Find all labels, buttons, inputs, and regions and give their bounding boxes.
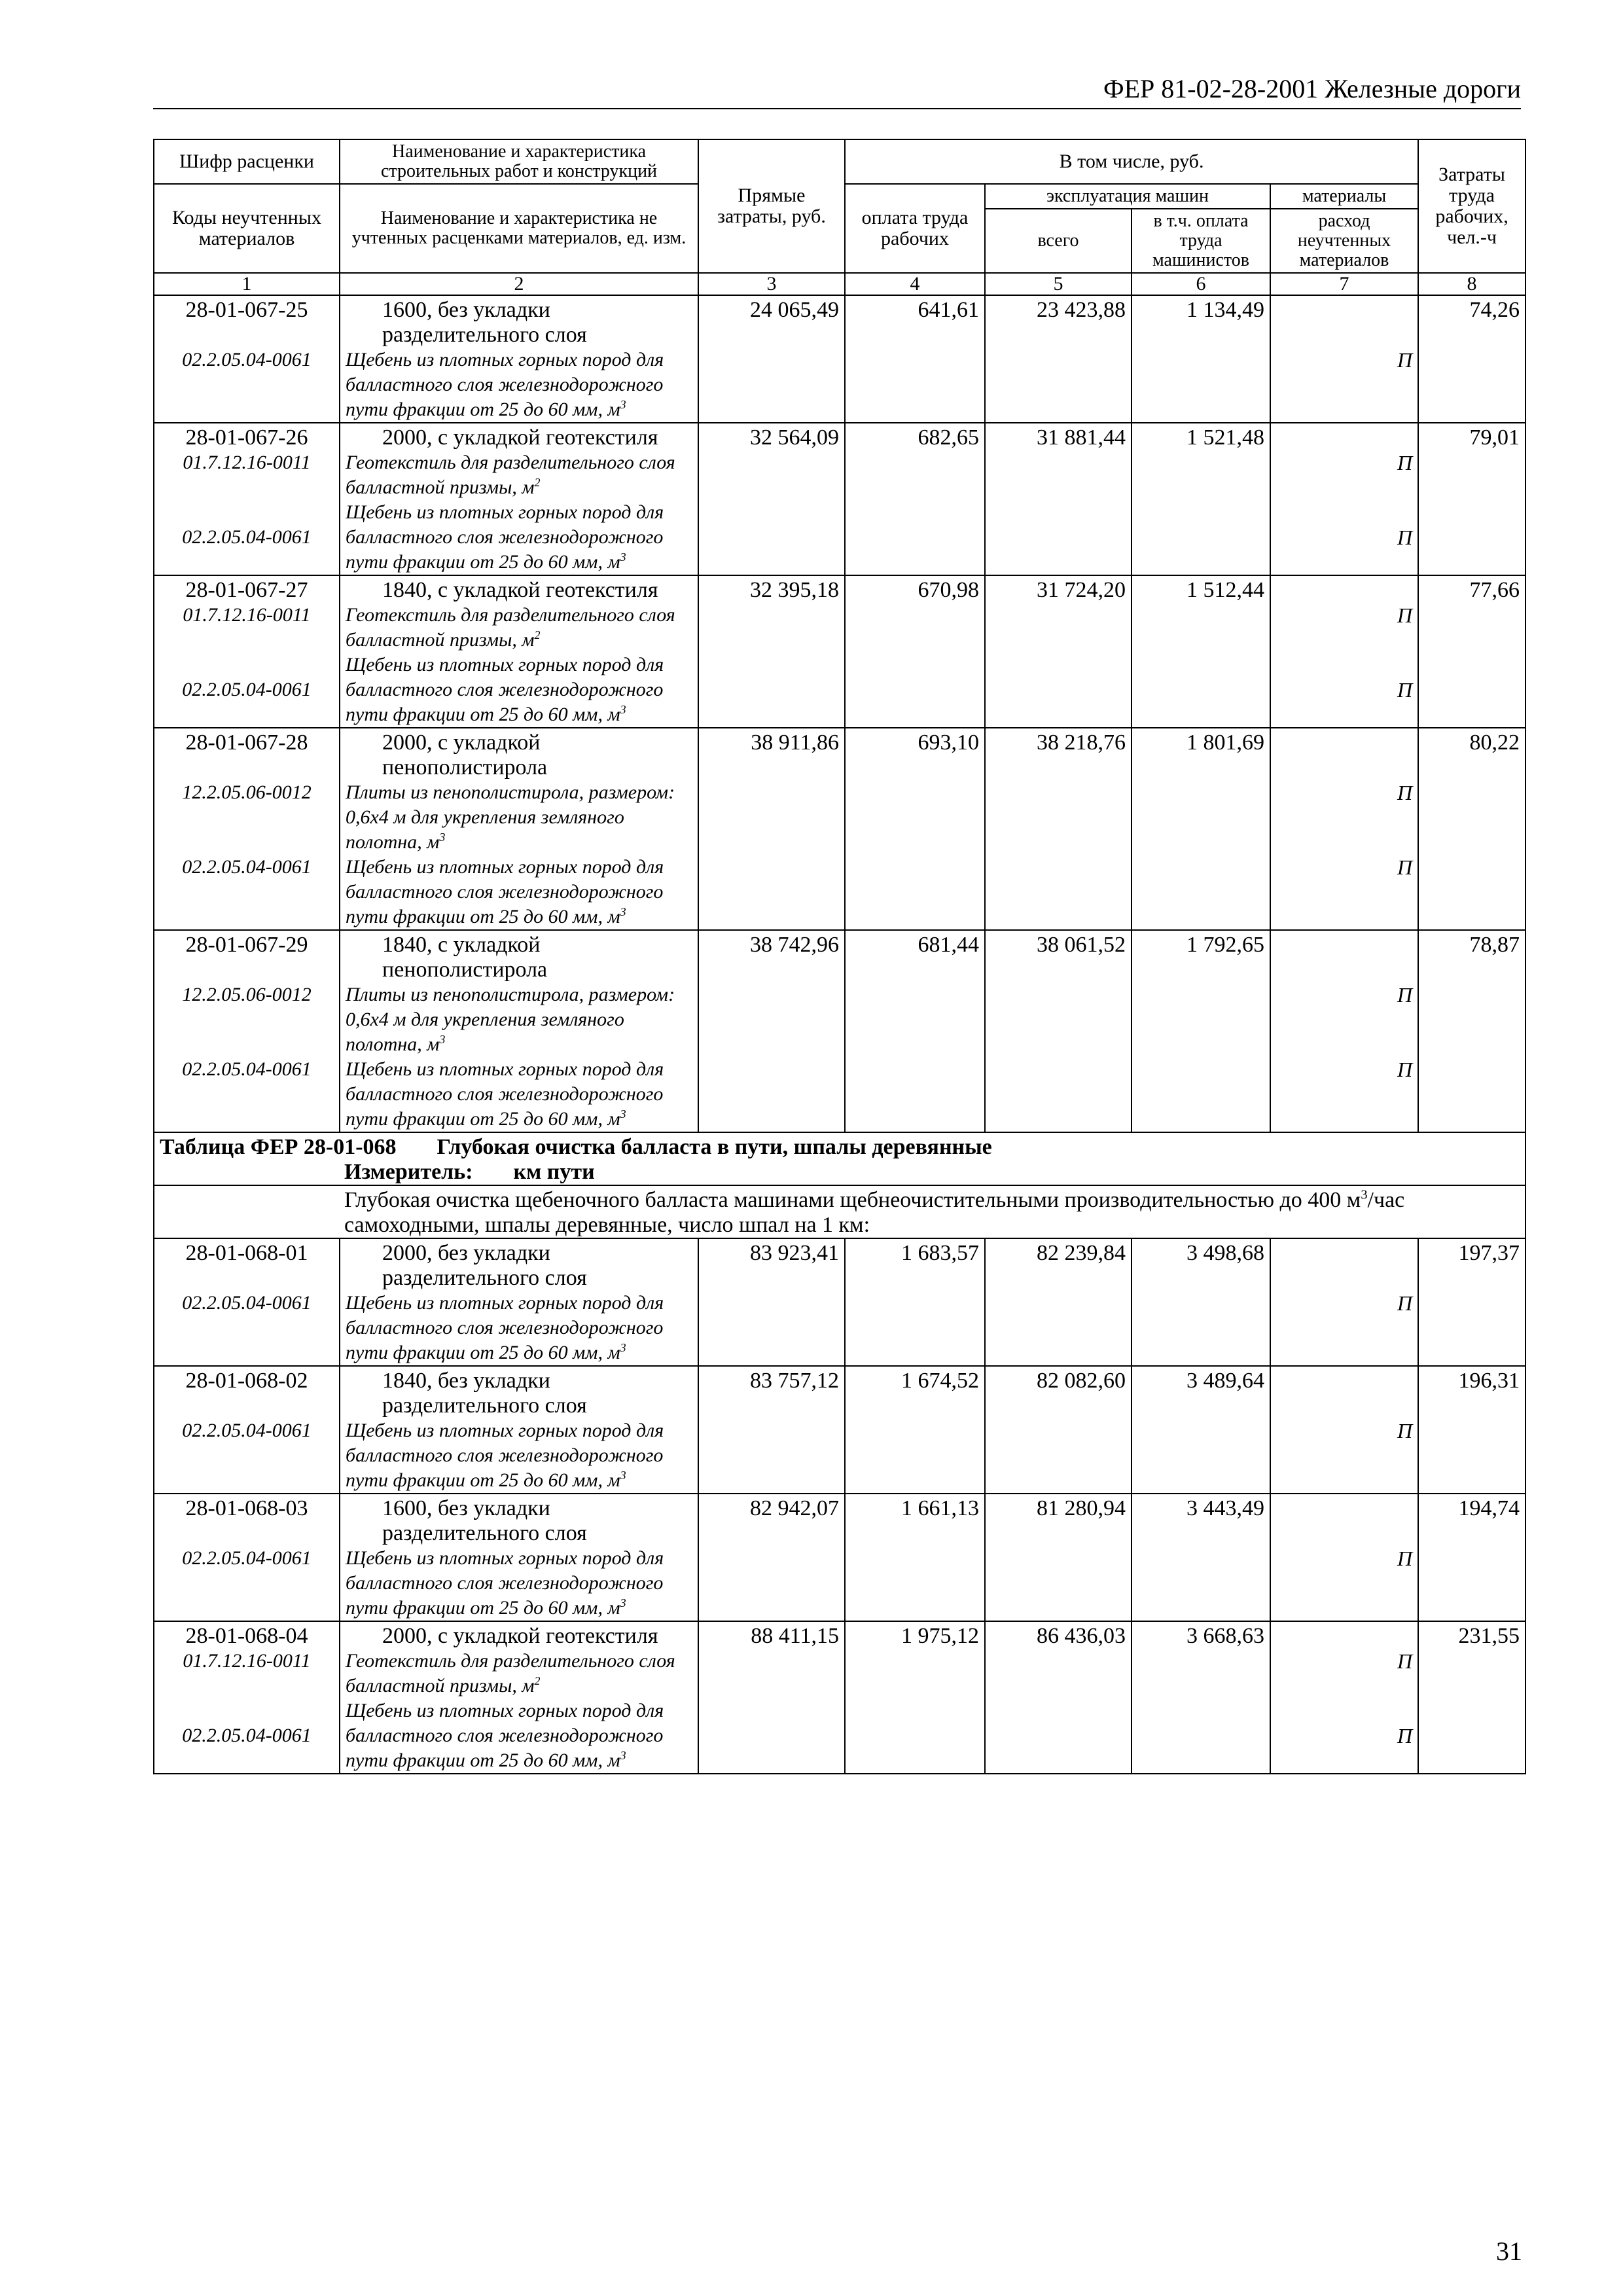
col-header-name: Наименование и характеристика строительных работ и конструкций — [340, 139, 698, 184]
machinist-wages: 3 443,49 — [1132, 1494, 1270, 1621]
direct-costs: 32 395,18 — [698, 575, 845, 728]
col-header-material-consumption: расход неучтенных материалов — [1270, 209, 1418, 273]
col-header-machines-total: всего — [985, 209, 1132, 273]
rate-row — [154, 1366, 1525, 1494]
rate-row — [154, 930, 1525, 1132]
machines-total: 31 881,44 — [985, 423, 1132, 575]
worker-wages: 641,61 — [845, 295, 985, 423]
machinist-wages: 3 668,63 — [1132, 1621, 1270, 1774]
material-unit-exponent: 3 — [620, 550, 626, 564]
column-number: 1 — [154, 273, 340, 295]
column-number: 6 — [1132, 273, 1270, 295]
spacer — [160, 323, 334, 348]
worker-wages: 1 661,13 — [845, 1494, 985, 1621]
material-name — [346, 982, 692, 1057]
rate-name-cell — [340, 1621, 698, 1774]
spacer — [160, 1521, 334, 1546]
labor-costs: 194,74 — [1418, 1494, 1525, 1621]
material-name — [346, 348, 692, 422]
material-code: 01.7.12.16-0011 — [183, 604, 311, 626]
material-name-text: Щебень из плотных горных пород для балластного слоя железнодорожного пути фракции от 25 до 60 мм, м — [346, 501, 664, 573]
material-mark: П — [1397, 1547, 1413, 1570]
rate-name: 1600, без укладки разделительного слоя — [382, 298, 587, 347]
material-name-text: Геотекстиль для разделительного слоя балластной призмы, м — [346, 604, 675, 651]
column-number: 4 — [845, 273, 985, 295]
spacer — [1276, 1698, 1412, 1723]
section-description-row — [154, 1185, 1525, 1238]
machinist-wages: 1 792,65 — [1132, 930, 1270, 1132]
spacer — [1276, 298, 1412, 323]
col-header-materials: материалы — [1270, 184, 1418, 209]
rate-code: 28-01-067-27 — [185, 578, 308, 602]
spacer — [1276, 730, 1412, 755]
material-code: 02.2.05.04-0061 — [182, 1547, 312, 1569]
material-name — [346, 1418, 692, 1493]
direct-costs: 32 564,09 — [698, 423, 845, 575]
section-meter — [160, 1160, 1520, 1185]
rate-code: 28-01-067-25 — [185, 298, 308, 322]
worker-wages: 1 975,12 — [845, 1621, 985, 1774]
material-name-text: Геотекстиль для разделительного слоя балластной призмы, м — [346, 1650, 675, 1696]
rate-code: 28-01-067-26 — [185, 425, 308, 450]
rate-code-cell — [154, 1494, 340, 1621]
rate-name: 2000, с укладкой пенополистирола — [382, 730, 548, 780]
material-mark: П — [1397, 1291, 1413, 1315]
material-name-text: Щебень из плотных горных пород для балластного слоя железнодорожного пути фракции от 25 до 60 мм, м — [346, 654, 664, 725]
col-header-including: В том числе, руб. — [845, 139, 1418, 184]
material-mark: П — [1397, 603, 1413, 627]
spacer — [160, 958, 334, 982]
spacer — [1276, 1624, 1412, 1649]
spacer — [160, 830, 334, 855]
rate-name-cell — [340, 295, 698, 423]
col-header-wages: оплата труда рабочих — [845, 184, 985, 273]
column-numbers-row — [154, 273, 1525, 295]
column-number: 5 — [985, 273, 1132, 295]
material-unit-exponent: 3 — [620, 905, 626, 918]
material-marks-cell — [1270, 1621, 1418, 1774]
direct-costs: 83 923,41 — [698, 1238, 845, 1366]
material-mark: П — [1397, 348, 1413, 372]
worker-wages: 670,98 — [845, 575, 985, 728]
description-exponent: 3 — [1361, 1187, 1368, 1202]
spacer — [160, 1393, 334, 1418]
rate-code: 28-01-068-02 — [185, 1369, 308, 1393]
material-mark: П — [1397, 1724, 1413, 1748]
rate-name: 2000, с укладкой геотекстиля — [382, 1624, 658, 1648]
spacer — [1276, 1393, 1412, 1418]
material-name — [346, 603, 692, 653]
labor-costs: 79,01 — [1418, 423, 1525, 575]
spacer — [160, 653, 334, 677]
material-code: 02.2.05.04-0061 — [182, 1725, 312, 1746]
meter-value: км пути — [513, 1160, 595, 1184]
material-name — [346, 1649, 692, 1698]
rate-code: 28-01-067-28 — [185, 730, 308, 755]
material-name-text: Щебень из плотных горных пород для балластного слоя железнодорожного пути фракции от 25 до 60 мм, м — [346, 1700, 664, 1771]
material-code: 12.2.05.06-0012 — [182, 984, 312, 1005]
material-name-text: Щебень из плотных горных пород для балластного слоя железнодорожного пути фракции от 25 до 60 мм, м — [346, 349, 664, 420]
spacer — [160, 475, 334, 500]
spacer — [1276, 1521, 1412, 1546]
section-title-row — [154, 1132, 1525, 1185]
material-unit-exponent: 2 — [534, 628, 541, 641]
worker-wages: 682,65 — [845, 423, 985, 575]
spacer — [160, 1007, 334, 1032]
worker-wages: 1 683,57 — [845, 1238, 985, 1366]
material-name — [346, 1546, 692, 1621]
material-code: 02.2.05.04-0061 — [182, 349, 312, 370]
page-number: 31 — [1496, 2236, 1522, 2266]
direct-costs: 38 911,86 — [698, 728, 845, 930]
spacer — [160, 1674, 334, 1698]
rate-code-cell — [154, 1238, 340, 1366]
material-mark: П — [1397, 983, 1413, 1007]
material-mark: П — [1397, 1419, 1413, 1443]
material-marks-cell — [1270, 295, 1418, 423]
machines-total: 38 218,76 — [985, 728, 1132, 930]
machines-total: 82 239,84 — [985, 1238, 1132, 1366]
material-name — [346, 450, 692, 500]
spacer — [1276, 958, 1412, 982]
rate-name: 2000, без укладки разделительного слоя — [382, 1241, 587, 1290]
labor-costs: 74,26 — [1418, 295, 1525, 423]
machines-total: 38 061,52 — [985, 930, 1132, 1132]
rate-name: 1840, с укладкой пенополистирола — [382, 933, 548, 982]
section-description — [160, 1188, 1520, 1238]
rate-code-cell — [154, 423, 340, 575]
spacer — [1276, 1674, 1412, 1698]
material-name — [346, 780, 692, 855]
spacer — [1276, 1241, 1412, 1266]
material-code: 02.2.05.04-0061 — [182, 856, 312, 878]
rate-name: 2000, с укладкой геотекстиля — [382, 425, 658, 450]
header-rule — [153, 108, 1521, 109]
col-header-material-codes: Коды неучтенных материалов — [154, 184, 340, 273]
rate-row — [154, 423, 1525, 575]
material-marks-cell — [1270, 930, 1418, 1132]
spacer — [160, 500, 334, 525]
material-code: 02.2.05.04-0061 — [182, 1058, 312, 1080]
material-unit-exponent: 2 — [534, 476, 541, 489]
description-text: Глубокая очистка щебеночного балласта машинами щебнеочистительными производительностью до 400 м — [344, 1188, 1361, 1212]
spacer — [1276, 933, 1412, 958]
spacer — [1276, 1032, 1412, 1057]
rate-name-cell — [340, 1494, 698, 1621]
material-code: 02.2.05.04-0061 — [182, 1292, 312, 1314]
material-mark: П — [1397, 855, 1413, 879]
machinist-wages: 1 512,44 — [1132, 575, 1270, 728]
material-marks-cell — [1270, 1366, 1418, 1494]
material-unit-exponent: 3 — [620, 703, 626, 716]
machines-total: 23 423,88 — [985, 295, 1132, 423]
labor-costs: 78,87 — [1418, 930, 1525, 1132]
spacer — [160, 1266, 334, 1291]
material-name-text: Геотекстиль для разделительного слоя балластной призмы, м — [346, 452, 675, 498]
spacer — [1276, 805, 1412, 830]
material-unit-exponent: 2 — [534, 1674, 541, 1687]
machinist-wages: 3 498,68 — [1132, 1238, 1270, 1366]
spacer — [1276, 755, 1412, 780]
rate-code-cell — [154, 295, 340, 423]
material-mark: П — [1397, 678, 1413, 702]
rate-row — [154, 1238, 1525, 1366]
col-header-material-name: Наименование и характеристика не учтенных расценками материалов, ед. изм. — [340, 184, 698, 273]
rate-code-cell — [154, 575, 340, 728]
spacer — [1276, 628, 1412, 653]
spacer — [1276, 653, 1412, 677]
rates-table — [153, 139, 1526, 1774]
machinist-wages: 3 489,64 — [1132, 1366, 1270, 1494]
machinist-wages: 1 134,49 — [1132, 295, 1270, 423]
material-name-text: Плиты из пенополистирола, размером: 0,6х4 м для укрепления земляного полотна, м — [346, 781, 675, 853]
spacer — [160, 1698, 334, 1723]
spacer — [1276, 1007, 1412, 1032]
material-marks-cell — [1270, 423, 1418, 575]
material-name — [346, 1291, 692, 1365]
rate-name-cell — [340, 1366, 698, 1494]
document-title: ФЕР 81-02-28-2001 Железные дороги — [1103, 74, 1521, 103]
material-mark: П — [1397, 1058, 1413, 1081]
material-code: 02.2.05.04-0061 — [182, 1420, 312, 1441]
rate-row — [154, 1621, 1525, 1774]
spacer — [160, 805, 334, 830]
col-header-direct: Прямые затраты, руб. — [698, 139, 845, 273]
rate-row — [154, 295, 1525, 423]
machines-total: 81 280,94 — [985, 1494, 1132, 1621]
spacer — [160, 755, 334, 780]
spacer — [1276, 830, 1412, 855]
rate-name: 1600, без укладки разделительного слоя — [382, 1496, 587, 1545]
rate-name-cell — [340, 575, 698, 728]
spacer — [1276, 578, 1412, 603]
description-text-end: /час самоходными, шпалы деревянные, число шпал на 1 км: — [344, 1188, 1405, 1237]
machines-total: 31 724,20 — [985, 575, 1132, 728]
material-unit-exponent: 3 — [620, 1469, 626, 1482]
material-marks-cell — [1270, 1494, 1418, 1621]
labor-costs: 197,37 — [1418, 1238, 1525, 1366]
material-name — [346, 1698, 692, 1773]
spacer — [1276, 1369, 1412, 1393]
material-mark: П — [1397, 1649, 1413, 1673]
material-unit-exponent: 3 — [439, 1033, 446, 1046]
direct-costs: 38 742,96 — [698, 930, 845, 1132]
rate-code: 28-01-068-01 — [185, 1241, 308, 1265]
spacer — [1276, 1496, 1412, 1521]
col-header-code: Шифр расценки — [154, 139, 340, 184]
rate-name-cell — [340, 1238, 698, 1366]
material-mark: П — [1397, 781, 1413, 804]
machines-total: 82 082,60 — [985, 1366, 1132, 1494]
material-marks-cell — [1270, 575, 1418, 728]
worker-wages: 1 674,52 — [845, 1366, 985, 1494]
material-name — [346, 1057, 692, 1132]
spacer — [160, 1032, 334, 1057]
material-code: 01.7.12.16-0011 — [183, 452, 311, 473]
material-unit-exponent: 3 — [439, 831, 446, 844]
spacer — [1276, 323, 1412, 348]
material-name-text: Щебень из плотных горных пород для балластного слоя железнодорожного пути фракции от 25 до 60 мм, м — [346, 1547, 664, 1619]
material-marks-cell — [1270, 728, 1418, 930]
rate-name: 1840, с укладкой геотекстиля — [382, 578, 658, 602]
rate-row — [154, 575, 1525, 728]
material-unit-exponent: 3 — [620, 1749, 626, 1762]
machinist-wages: 1 801,69 — [1132, 728, 1270, 930]
column-number: 3 — [698, 273, 845, 295]
meter-label: Измеритель: — [344, 1160, 473, 1184]
material-code: 02.2.05.04-0061 — [182, 679, 312, 700]
spacer — [1276, 475, 1412, 500]
rate-name-cell — [340, 423, 698, 575]
material-unit-exponent: 3 — [620, 398, 626, 411]
rate-code-cell — [154, 930, 340, 1132]
col-header-machinist-wages: в т.ч. оплата труда машинистов — [1132, 209, 1270, 273]
column-number: 2 — [340, 273, 698, 295]
material-unit-exponent: 3 — [620, 1596, 626, 1609]
rate-row — [154, 1494, 1525, 1621]
direct-costs: 83 757,12 — [698, 1366, 845, 1494]
material-name-text: Щебень из плотных горных пород для балластного слоя железнодорожного пути фракции от 25 до 60 мм, м — [346, 1420, 664, 1491]
worker-wages: 693,10 — [845, 728, 985, 930]
labor-costs: 77,66 — [1418, 575, 1525, 728]
rate-name-cell — [340, 728, 698, 930]
rate-code: 28-01-068-04 — [185, 1624, 308, 1648]
section-table-label: Таблица ФЕР 28-01-068 — [160, 1135, 397, 1159]
rate-code-cell — [154, 728, 340, 930]
material-mark: П — [1397, 526, 1413, 549]
material-unit-exponent: 3 — [620, 1341, 626, 1354]
worker-wages: 681,44 — [845, 930, 985, 1132]
rate-code-cell — [154, 1621, 340, 1774]
spacer — [1276, 1266, 1412, 1291]
section-table-title: Глубокая очистка балласта в пути, шпалы деревянные — [437, 1135, 992, 1159]
rate-name-cell — [340, 930, 698, 1132]
column-number: 8 — [1418, 273, 1525, 295]
rate-code-cell — [154, 1366, 340, 1494]
spacer — [1276, 500, 1412, 525]
direct-costs: 24 065,49 — [698, 295, 845, 423]
col-header-labor: Затраты труда рабочих, чел.-ч — [1418, 139, 1525, 273]
material-code: 01.7.12.16-0011 — [183, 1650, 311, 1672]
header-row-1 — [154, 139, 1525, 184]
material-mark: П — [1397, 451, 1413, 475]
material-name-text: Плиты из пенополистирола, размером: 0,6х4 м для укрепления земляного полотна, м — [346, 984, 675, 1055]
spacer — [1276, 425, 1412, 450]
labor-costs: 196,31 — [1418, 1366, 1525, 1494]
direct-costs: 88 411,15 — [698, 1621, 845, 1774]
material-name-text: Щебень из плотных горных пород для балластного слоя железнодорожного пути фракции от 25 до 60 мм, м — [346, 856, 664, 927]
material-unit-exponent: 3 — [620, 1107, 626, 1121]
material-name — [346, 855, 692, 929]
section-title-cell — [154, 1132, 1525, 1185]
material-name-text: Щебень из плотных горных пород для балластного слоя железнодорожного пути фракции от 25 до 60 мм, м — [346, 1292, 664, 1363]
rate-code: 28-01-068-03 — [185, 1496, 308, 1520]
material-name — [346, 500, 692, 575]
col-header-machines: эксплуатация машин — [985, 184, 1270, 209]
section-description-cell — [154, 1185, 1525, 1238]
machinist-wages: 1 521,48 — [1132, 423, 1270, 575]
rate-name: 1840, без укладки разделительного слоя — [382, 1369, 587, 1418]
material-name-text: Щебень из плотных горных пород для балластного слоя железнодорожного пути фракции от 25 до 60 мм, м — [346, 1058, 664, 1130]
labor-costs: 80,22 — [1418, 728, 1525, 930]
material-marks-cell — [1270, 1238, 1418, 1366]
spacer — [160, 628, 334, 653]
rate-row — [154, 728, 1525, 930]
machines-total: 86 436,03 — [985, 1621, 1132, 1774]
material-code: 02.2.05.04-0061 — [182, 526, 312, 548]
direct-costs: 82 942,07 — [698, 1494, 845, 1621]
labor-costs: 231,55 — [1418, 1621, 1525, 1774]
material-name — [346, 653, 692, 727]
column-number: 7 — [1270, 273, 1418, 295]
rate-code: 28-01-067-29 — [185, 933, 308, 957]
material-code: 12.2.05.06-0012 — [182, 781, 312, 803]
